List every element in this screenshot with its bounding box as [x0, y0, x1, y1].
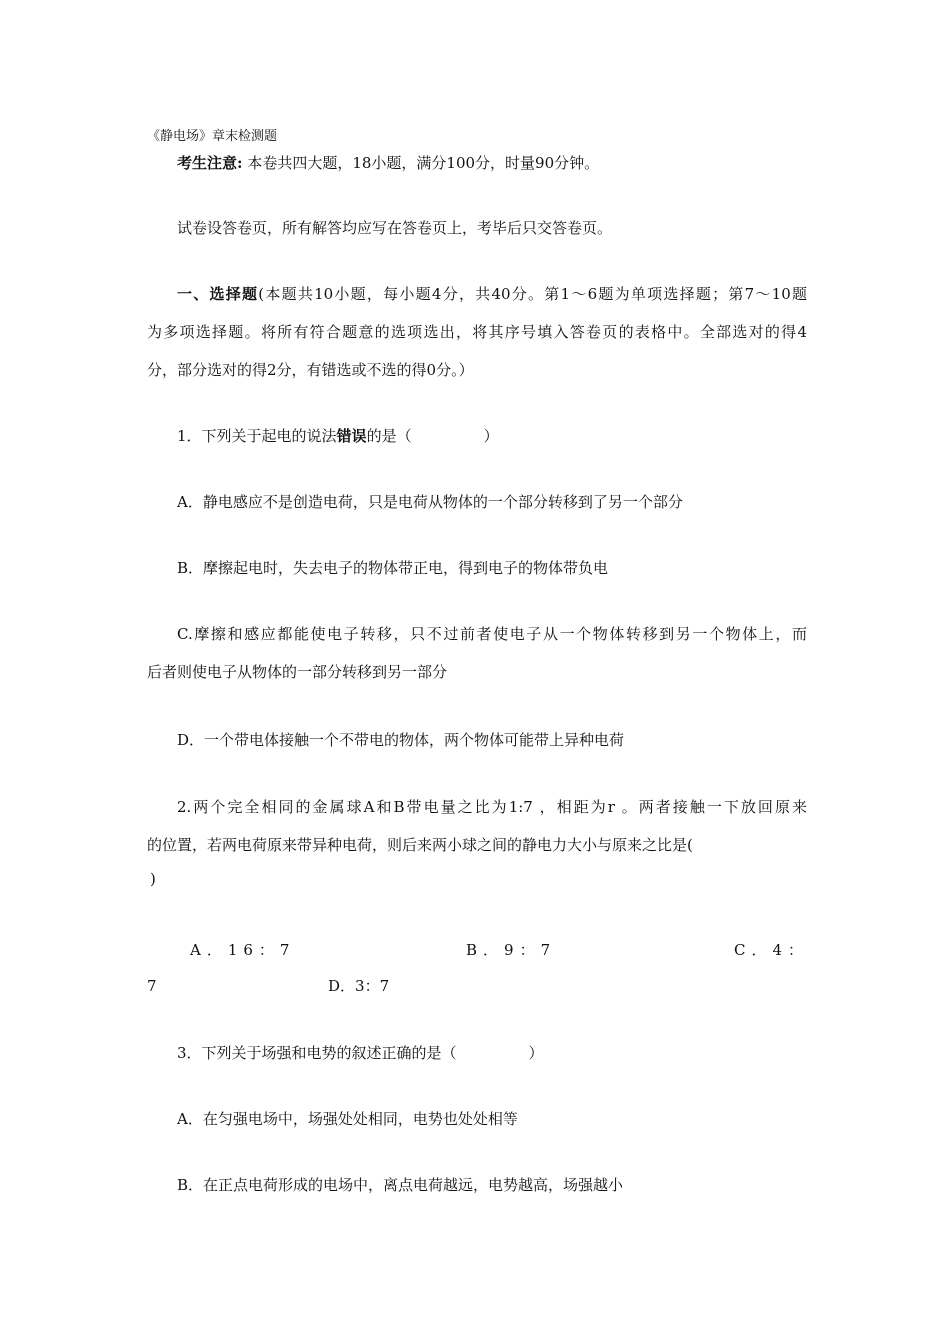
q1-stem-close: ） [483, 427, 499, 445]
q3-stem-close: ） [528, 1044, 544, 1062]
section1-intro: (本题共10小题，每小题4分，共40分。第1～6题为单项选择题；第7～10题 [258, 285, 807, 303]
q1-option-d: D．一个带电体接触一个不带电的物体，两个物体可能带上异种电荷 [177, 731, 625, 749]
q1-stem-pre: 1．下列关于起电的说法 [177, 427, 337, 445]
q1-option-c-line1: C.摩擦和感应都能使电子转移，只不过前者使电子从一个物体转移到另一个物体上，而 [177, 625, 807, 643]
section1-line1 [177, 284, 807, 304]
q2-option-b: B．9：7 [466, 941, 557, 959]
section1-line3: 分，部分选对的得2分，有错选或不选的得0分。） [147, 361, 474, 379]
q2-option-a: A．16：7 [190, 941, 296, 959]
section1-heading: 一、选择题 [177, 285, 259, 303]
q2-line3: ) [150, 870, 156, 888]
q2-option-d: D．3：7 [328, 977, 390, 995]
q1-option-a: A．静电感应不是创造电荷，只是电荷从物体的一个部分转移到了另一个部分 [177, 493, 683, 511]
document-title: 《静电场》章末检测题 [147, 129, 278, 144]
q1-stem [177, 426, 499, 446]
q3-option-b: B．在正点电荷形成的电场中，离点电荷越远，电势越高，场强越小 [177, 1176, 624, 1194]
q1-option-b: B．摩擦起电时，失去电子的物体带正电，得到电子的物体带负电 [177, 559, 609, 577]
section1-line2: 为多项选择题。将所有符合题意的选项选出，将其序号填入答卷页的表格中。全部选对的得4 [147, 323, 807, 341]
notice-text: 本卷共四大题，18小题，满分100分，时量90分钟。 [247, 154, 600, 172]
q2-option-c-cont: 7 [147, 977, 157, 995]
q1-stem-bold: 错误 [336, 427, 367, 445]
notice-line [177, 153, 599, 173]
q2-line1: 2.两个完全相同的金属球A和B带电量之比为1:7 ，相距为r 。两者接触一下放回原来 [177, 798, 807, 816]
q3-option-a: A．在匀强电场中，场强处处相同，电势也处处相等 [177, 1110, 518, 1128]
q3-stem-text: 3．下列关于场强和电势的叙述正确的是（ [177, 1044, 457, 1062]
q2-option-c: C．4： [734, 941, 810, 959]
q2-line2: 的位置，若两电荷原来带异种电荷，则后来两小球之间的静电力大小与原来之比是( [147, 836, 693, 854]
q3-stem [177, 1043, 544, 1063]
q1-option-c-line2: 后者则使电子从物体的一部分转移到另一部分 [147, 663, 448, 681]
q1-stem-post: 的是（ [366, 427, 412, 445]
notice-line-2: 试卷设答卷页，所有解答均应写在答卷页上，考毕后只交答卷页。 [177, 219, 613, 237]
notice-label: 考生注意: [177, 154, 243, 172]
